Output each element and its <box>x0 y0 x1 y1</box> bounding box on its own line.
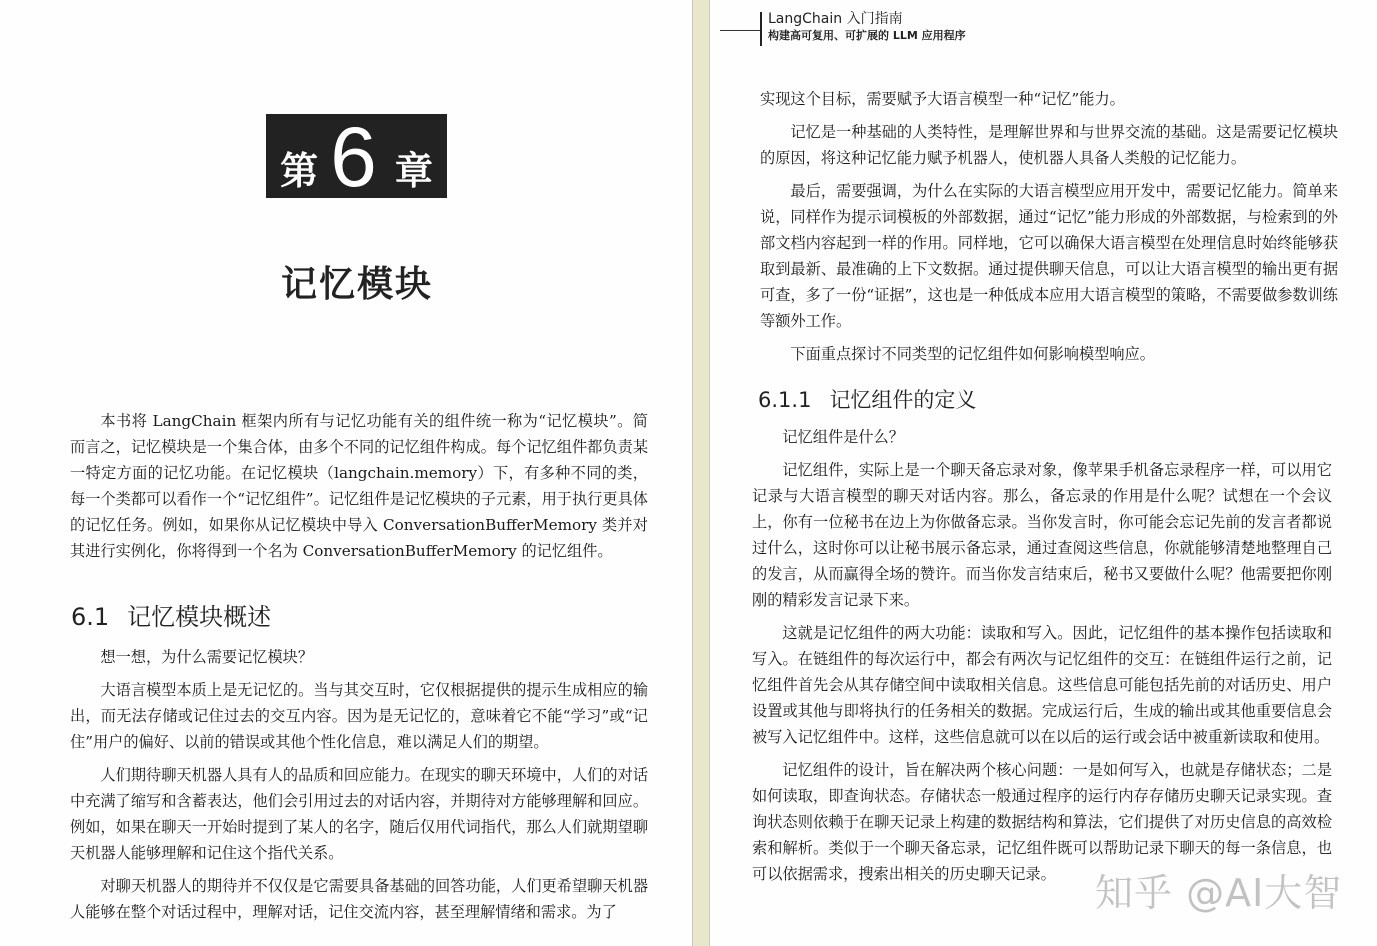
paragraph: 记忆组件是什么？ <box>782 428 904 446</box>
paragraph: 这就是记忆组件的两大功能：读取和写入。因此，记忆组件的基本操作包括读取和写入。在链组件的每次运行中，都会有两次与记忆组件的交互：在链组件运行之前，记忆组件首先会从其存储空间中读取相关信息。这些信息可能包括先前的对话历史、用户设置或其他与即将执行的任务相关的数据。完成运行后，生成的输出或其他重要信息会被写入记忆组件中。这样，这些信息就可以在以后的运行或会话中被重新读取和使用。 <box>752 624 1332 746</box>
paragraph: 人们期待聊天机器人具有人的品质和回应能力。在现实的聊天环境中，人们的对话中充满了缩写和含蓄表达，他们会引用过去的对话内容，并期待对方能够理解和回应。例如，如果在聊天一开始时提到了某人的名字，随后仅用代词指代，那么人们就期望聊天机器人能够理解和记住这个指代关系。 <box>70 766 648 862</box>
paragraph: 对聊天机器人的期待并不仅仅是它需要具备基础的回答功能，人们更希望聊天机器人能够在整个对话过程中，理解对话，记住交流内容，甚至理解情绪和需求。为了 <box>70 877 648 921</box>
running-head <box>760 10 966 44</box>
paragraph: 大语言模型本质上是无记忆的。当与其交互时，它仅根据提供的提示生成相应的输出，而无法存储或记住过去的交互内容。因为是无记忆的，意味着它不能“学习”或“记住”用户的偏好、以前的错误或其他个性化信息，难以满足人们的期望。 <box>70 681 648 751</box>
paragraph: 记忆组件，实际上是一个聊天备忘录对象，像苹果手机备忘录程序一样，可以用它记录与大语言模型的聊天对话内容。那么，备忘录的作用是什么呢？试想在一个会议上，你有一位秘书在边上为你做备忘录。当你发言时，你可能会忘记先前的发言者都说过什么，这时你可以让秘书展示备忘录，通过查阅这些信息，你就能够清楚地整理自己的发言，从而赢得全场的赞许。而当你发言结束后，秘书又要做什么呢？他需要把你刚刚的精彩发言记录下来。 <box>752 461 1332 609</box>
paragraph: 记忆组件的设计，旨在解决两个核心问题：一是如何写入，也就是存储状态；二是如何读取，即查询状态。存储状态一般通过程序的运行内存存储历史聊天记录实现。查询状态则依赖于在聊天记录上构建的数据结构和算法，它们提供了对历史信息的高效检索和解析。类似于一个聊天备忘录，记忆组件既可以帮助记录下聊天的每一条信息，也可以依据需求，搜索出相关的历史聊天记录。 <box>752 761 1332 883</box>
section-body <box>70 644 648 925</box>
book-subtitle: 构建高可复用、可扩展的 LLM 应用程序 <box>768 29 966 42</box>
chapter-suffix: 章 <box>394 149 433 193</box>
watermark: 知乎 @AI大智 <box>1095 871 1343 915</box>
subsection-number: 6.1.1 <box>758 388 812 412</box>
right-page <box>710 0 1377 946</box>
section-title: 记忆模块概述 <box>127 603 272 631</box>
paragraph: 下面重点探讨不同类型的记忆组件如何影响模型响应。 <box>790 345 1155 363</box>
page-gutter <box>692 0 710 946</box>
subsection-heading-6-1-1 <box>758 384 976 414</box>
paragraph: 最后，需要强调，为什么在实际的大语言模型应用开发中，需要记忆能力。简单来说，同样作为提示词模板的外部数据，通过“记忆”能力形成的外部数据，与检索到的外部文档内容起到一样的作用。同样地，它可以确保大语言模型在处理信息时始终能够获取到最新、最准确的上下文数据。通过提供聊天信息，可以让大语言模型的输出更有据可查，多了一份“证据”，这也是一种低成本应用大语言模型的策略，不需要做参数训练等额外工作。 <box>760 182 1338 330</box>
running-head-bar <box>760 12 762 46</box>
book-title: LangChain 入门指南 <box>768 11 903 27</box>
chapter-intro <box>70 408 648 564</box>
section-heading-6-1 <box>71 597 271 632</box>
running-head-rule <box>720 30 760 31</box>
paragraph: 记忆是一种基础的人类特性，是理解世界和与世界交流的基础。这是需要记忆模块的原因，将这种记忆能力赋予机器人，使机器人具备人类般的记忆能力。 <box>760 123 1338 167</box>
chapter-prefix: 第 <box>280 149 319 193</box>
paragraph: 实现这个目标，需要赋予大语言模型一种“记忆”能力。 <box>760 90 1125 108</box>
right-top-body <box>760 86 1338 367</box>
subsection-title: 记忆组件的定义 <box>829 388 977 412</box>
intro-paragraph: 本书将 LangChain 框架内所有与记忆功能有关的组件统一称为“记忆模块”。简而言之，记忆模块是一个集合体，由多个不同的记忆组件构成。每个记忆组件都负责某一特定方面的记忆功能。在记忆模块（langchain.memory）下，有多种不同的类，每一个类都可以看作一个“记忆组件”。记忆组件是记忆模块的子元素，用于执行更具体的记忆任务。例如，如果你从记忆模块中导入 ConversationBufferMemory 类并对其进行实例化，你将得到一个名为 ConversationBufferMemory 的记忆组件。 <box>70 412 648 560</box>
chapter-number-badge <box>266 110 447 205</box>
section-number: 6.1 <box>71 603 110 631</box>
subsection-body <box>752 424 1332 887</box>
chapter-number: 6 <box>330 110 377 205</box>
paragraph: 想一想，为什么需要记忆模块？ <box>100 648 314 666</box>
chapter-title: 记忆模块 <box>280 264 433 305</box>
